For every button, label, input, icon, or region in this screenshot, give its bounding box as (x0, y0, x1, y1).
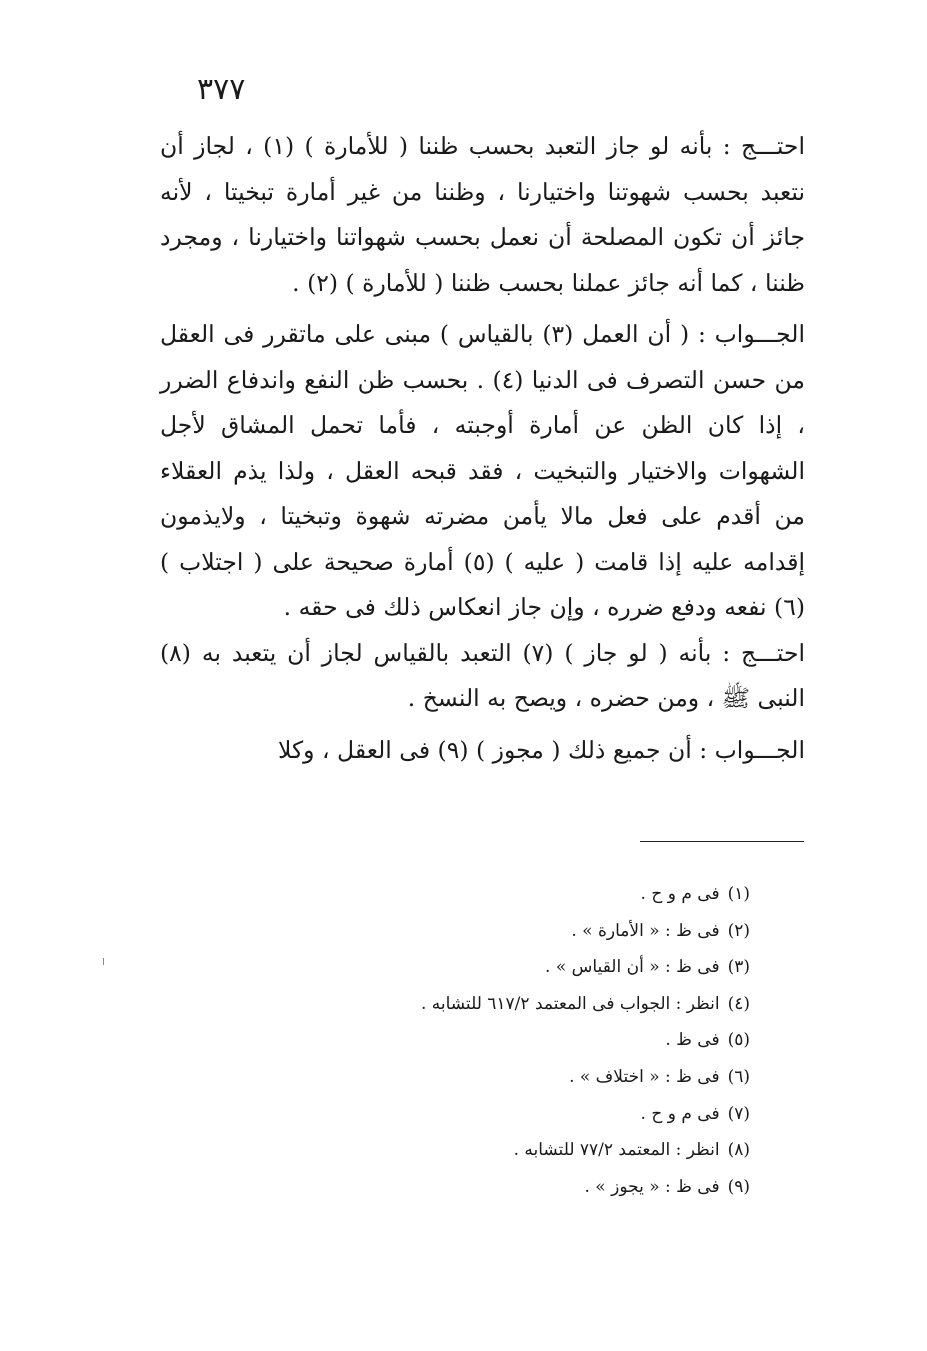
footnotes-list (250, 876, 750, 1205)
paragraph-argument-2: احتـــج : بأنه ( لو جاز ) (٧) التعبد بالقياس لجاز أن يتعبد به (٨) النبى ﷺ ، ومن حضره ، ويصح به النسخ . (160, 638, 805, 712)
footnote-number: (٩) (727, 1176, 750, 1197)
footnote-number: (١) (727, 884, 750, 904)
footnote-item (250, 949, 750, 986)
footnote-text: فى ظ : « أن القياس » . (545, 957, 720, 978)
paragraph-answer-2: الجـــواب : أن جميع ذلك ( مجوز ) (٩) فى العقل ، وكلا (277, 735, 805, 764)
footnote-number: (٨) (727, 1140, 750, 1161)
footnote-text: فى ظ : « يجوز » . (584, 1176, 720, 1197)
footnote-item (250, 1132, 750, 1169)
footnote-item (250, 1022, 750, 1059)
footnote-item (250, 1169, 750, 1206)
paragraph-argument-1: احتـــج : بأنه لو جاز التعبد بحسب ظننا ( للأمارة ) (١) ، لجاز أن نتعبد بحسب شهوتنا واختيارنا ، وظننا من غير أمارة تبخيتا ، لأنه جائز أن تكون المصلحة أن نعمل بحسب شهواتنا واختيارنا ، ومجرد ظننا ، كما أنه جائز عملنا بحسب ظننا ( للأمارة ) (٢) . (160, 132, 805, 297)
footnote-text: انظر : الجواب فى المعتمد ٦١٧/٢ للتشابه . (420, 993, 720, 1014)
footnote-item (250, 913, 750, 950)
main-text (160, 124, 805, 773)
footnote-text: فى ظ : « الأمارة » . (571, 920, 720, 941)
footnote-text: فى ظ . (665, 1030, 720, 1051)
footnote-number: (٧) (727, 1103, 750, 1124)
footnote-number: (٢) (727, 920, 750, 941)
footnote-text: فى م و ح . (640, 1103, 720, 1124)
footnote-number: (٥) (727, 1030, 750, 1051)
scan-mark (103, 958, 104, 965)
footnote-number: (٣) (727, 957, 750, 978)
footnote-number: (٦) (727, 1066, 750, 1087)
footnote-divider (640, 841, 804, 842)
footnote-text: فى ظ : « اختلاف » . (569, 1066, 720, 1087)
footnote-item (250, 1096, 750, 1133)
page-number: ٣٧٧ (197, 72, 246, 107)
footnote-text: انظر : المعتمد ٧٧/٢ للتشابه . (513, 1140, 720, 1161)
footnote-item (250, 876, 750, 913)
footnote-text: فى م و ح . (640, 884, 720, 904)
footnote-item (250, 1059, 750, 1096)
footnote-number: (٤) (727, 993, 750, 1014)
footnote-item (250, 986, 750, 1023)
paragraph-answer-1: الجـــواب : ( أن العمل (٣) بالقياس ) مبنى على ماتقرر فى العقل من حسن التصرف فى الدنيا (٤) . بحسب ظن النفع واندفاع الضرر ، إذا كان الظن عن أمارة أوجبته ، فأما تحمل المشاق لأجل الشهوات والاختيار والتبخيت ، فقد قبحه العقل ، ولذا يذم العقلاء من أقدم على فعل مالا يأمن مضرته شهوة وتبخيتا ، ولايذمون إقدامه عليه إذا قامت ( عليه ) (٥) أمارة صحيحة على ( اجتلاب ) (٦) نفعه ودفع ضرره ، وإن جاز انعكاس ذلك فى حقه . (160, 320, 805, 621)
